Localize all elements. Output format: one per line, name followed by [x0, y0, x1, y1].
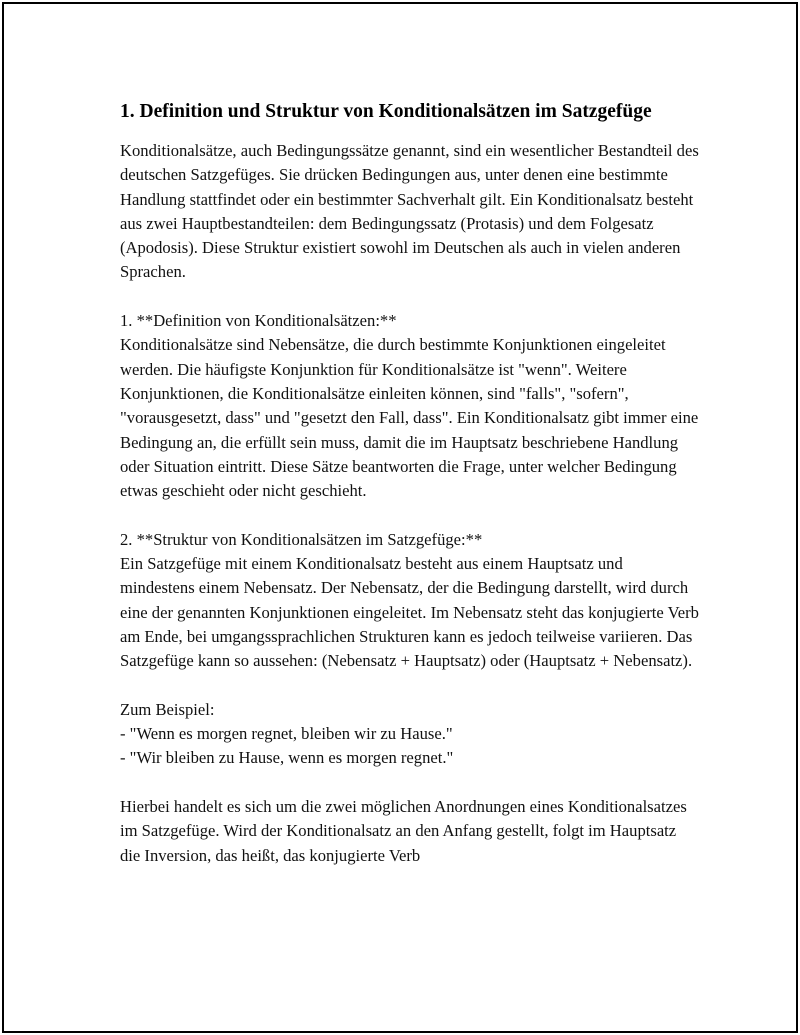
example-paragraph: Zum Beispiel: - "Wenn es morgen regnet, bleiben wir zu Hause." - "Wir bleiben zu Hause, wenn es morgen regnet." [120, 699, 454, 768]
structure-paragraph: 2. **Struktur von Konditionalsätzen im Satzgefüge:** Ein Satzgefüge mit einem Konditionalsatz besteht aus einem Hauptsatz und mindestens einem Nebensatz. Der Nebensatz, der die Bedingung darstellt, wird durch eine der genannten Konjunktionen eingeleitet. Im Nebensatz steht das konjugierte Verb am Ende, bei umgangssprachlichen Strukturen kann es jedoch teilweise variieren. Das Satzgefüge kann so aussehen: (Nebensatz + Hauptsatz) oder (Hauptsatz + Nebensatz). [120, 529, 699, 671]
intro-paragraph: Konditionalsätze, auch Bedingungssätze genannt, sind ein wesentlicher Bestandteil des deutschen Satzgefüges. Sie drücken Bedingungen aus, unter denen eine bestimmte Handlung stattfindet oder ein bestimmter Sachverhalt gilt. Ein Konditionalsatz besteht aus zwei Hauptbestandteilen: dem Bedingungssatz (Protasis) und dem Folgesatz (Apodosis). Diese Struktur existiert sowohl im Deutschen als auch in vielen anderen Sprachen. [120, 141, 699, 282]
document-content [120, 97, 700, 868]
definition-paragraph: 1. **Definition von Konditionalsätzen:** Konditionalsätze sind Nebensätze, die durch bestimmte Konjunktionen eingeleitet werden. Die häufigste Konjunktion für Konditionalsätze ist "wenn". Weitere Konjunktionen, die Konditionalsätze einleiten können, sind "falls", "sofern", "vorausgesetzt, dass" und "gesetzt den Fall, dass". Ein Konditionalsatz gibt immer eine Bedingung an, die erfüllt sein muss, damit die im Hauptsatz beschriebene Handlung oder Situation eintritt. Diese Sätze beantworten die Frage, unter welcher Bedingung etwas geschieht oder nicht geschieht. [120, 311, 699, 501]
paragraph-gap [120, 503, 700, 527]
paragraph-gap [120, 771, 700, 795]
document-page [2, 2, 798, 1033]
paragraph-gap [120, 674, 700, 698]
section-heading: 1. Definition und Struktur von Konditionalsätzen im Satzgefüge [120, 101, 652, 122]
explanation-paragraph: Hierbei handelt es sich um die zwei möglichen Anordnungen eines Konditionalsatzes im Satzgefüge. Wird der Konditionalsatz an den Anfang gestellt, folgt im Hauptsatz die Inversion, das heißt, das konjugierte Verb [120, 797, 687, 865]
paragraph-gap [120, 285, 700, 309]
